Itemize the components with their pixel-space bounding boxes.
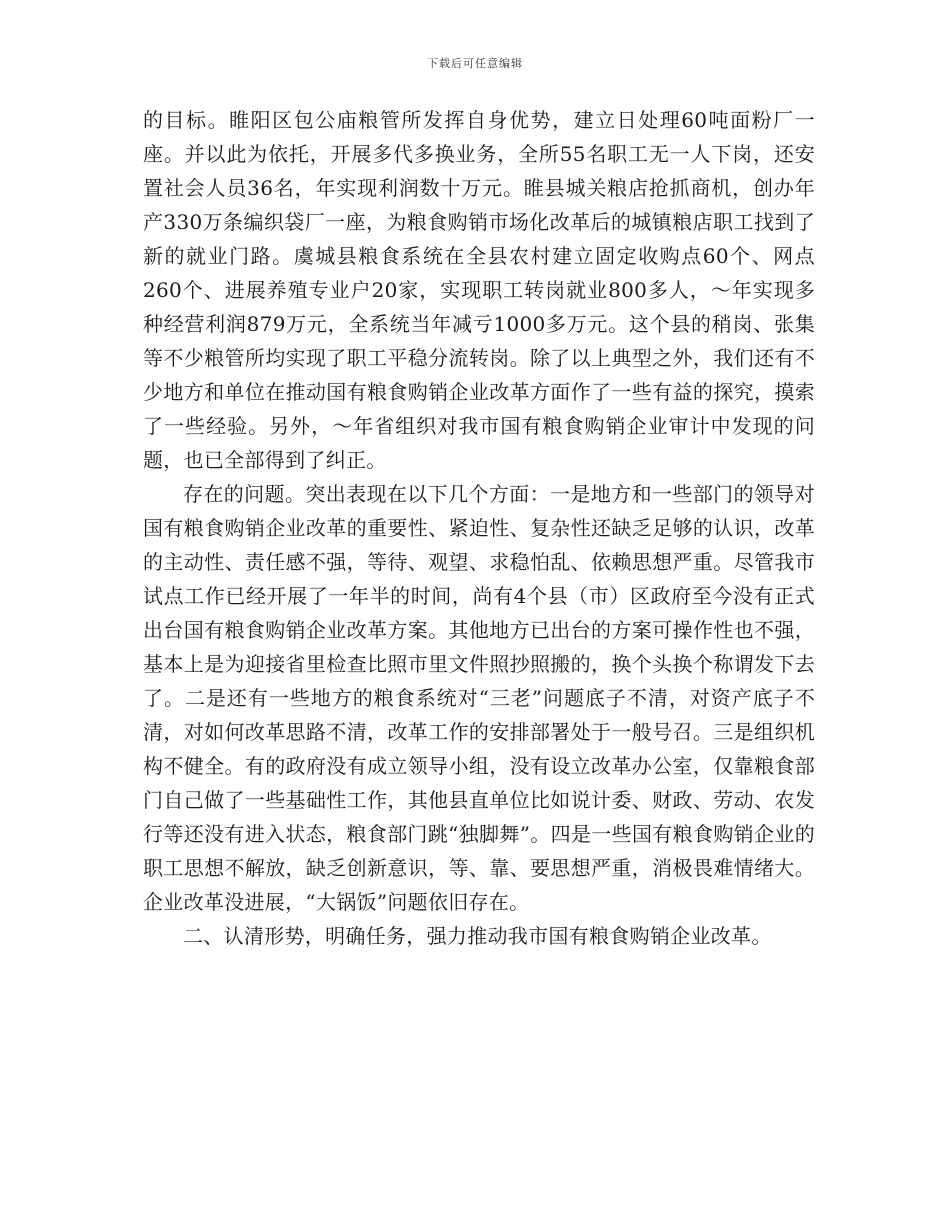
paragraph-problems: 存在的问题。突出表现在以下几个方面：一是地方和一些部门的领导对国有粮食购销企业改革的重要性、紧迫性、复杂性还缺乏足够的认识，改革的主动性、责任感不强，等待、观望、求稳怕乱、依赖思想严重。尽管我市试点工作已经开展了一年半的时间，尚有4个县（市）区政府至今没有正式出台国有粮食购销企业改革方案。其他地方已出台的方案可操作性也不强，基本上是为迎接省里检查比照市里文件照抄照搬的，换个头换个称谓发下去了。二是还有一些地方的粮食系统对“三老”问题底子不清，对资产底子不清，对如何改革思路不清，改革工作的安排部署处于一般号召。三是组织机构不健全。有的政府没有成立领导小组，没有设立改革办公室，仅靠粮食部门自己做了一些基础性工作，其他县直单位比如说计委、财政、劳动、农发行等还没有进入状态，粮食部门跳“独脚舞”。四是一些国有粮食购销企业的职工思想不解放，缺乏创新意识，等、靠、要思想严重，消极畏难情绪大。企业改革没进展，“大锅饭”问题依旧存在。 [143,482,815,914]
paragraph-achievements: 的目标。睢阳区包公庙粮管所发挥自身优势，建立日处理60吨面粉厂一座。并以此为依托，开展多代多换业务，全所55名职工无一人下岗，还安置社会人员36名，年实现利润数十万元。睢县城关粮店抢抓商机，创办年产330万条编织袋厂一座，为粮食购销市场化改革后的城镇粮店职工找到了新的就业门路。虞城县粮食系统在全县农村建立固定收购点60个、网点260个、进展养殖专业户20家，实现职工转岗就业800多人，～年实现多种经营利润879万元，全系统当年减亏1000多万元。这个县的稍岗、张集等不少粮管所均实现了职工平稳分流转岗。除了以上典型之外，我们还有不少地方和单位在推动国有粮食购销企业改革方面作了一些有益的探究，摸索了一些经验。另外，～年省组织对我市国有粮食购销企业审计中发现的问题，也已全部得到了纠正。 [143,108,815,472]
section-heading-two: 二、认清形势，明确任务，强力推动我市国有粮食购销企业改革。 [183,924,772,948]
header-note: 下载后可任意编辑 [427,57,523,70]
document-body [143,103,815,953]
